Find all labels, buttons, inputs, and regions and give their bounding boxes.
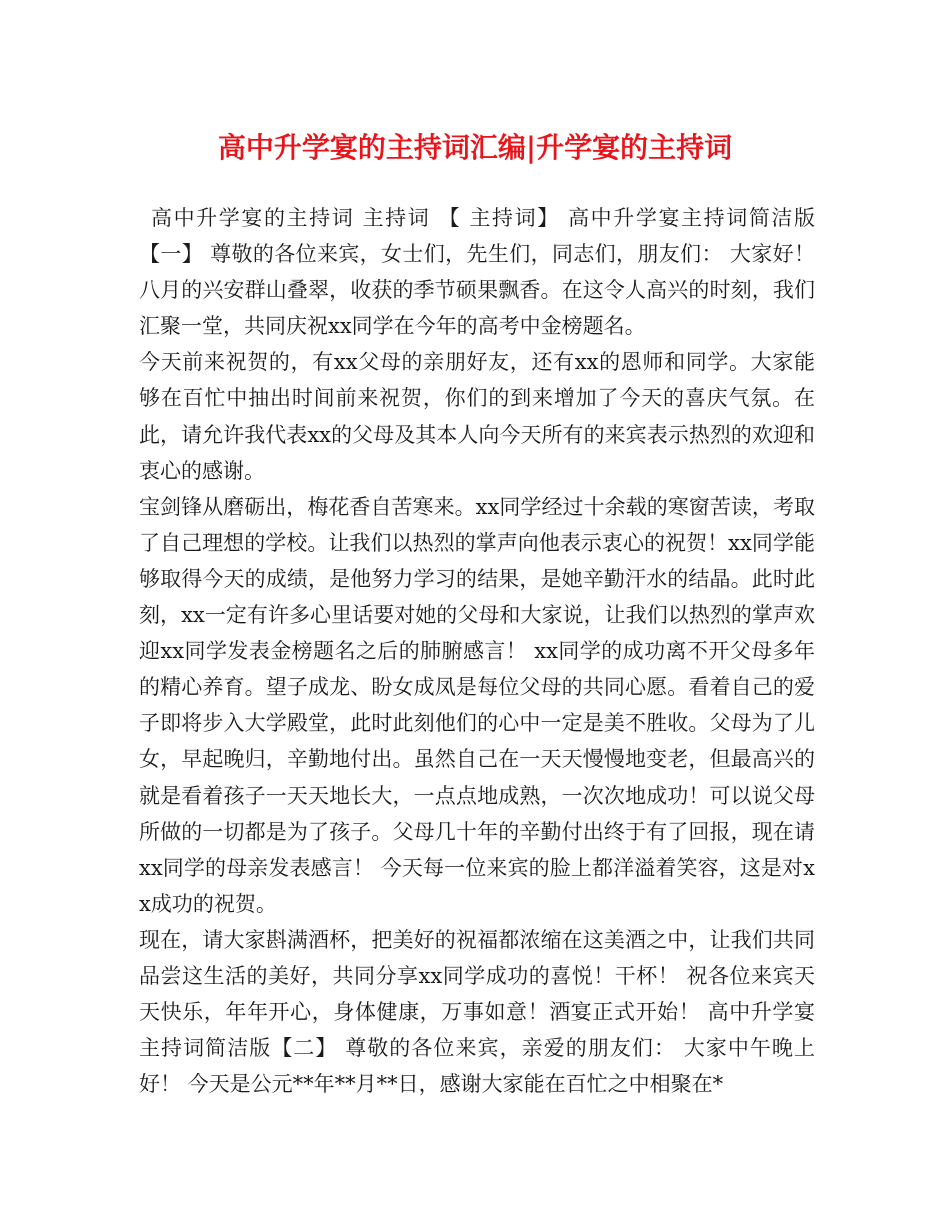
document-title: 高中升学宴的主持词汇编|升学宴的主持词	[217, 131, 733, 164]
paragraph-4: 现在，请大家斟满酒杯，把美好的祝福都浓缩在这美酒之中，让我们共同品尝这生活的美好，共同分享xx同学成功的喜悦！干杯！ 祝各位来宾天天快乐，年年开心，身体健康，万事如意！酒宴正式开始！ 高中升学宴主持词简洁版【二】 尊敬的各位来宾，亲爱的朋友们： 大家中午晚上好！ 今天是公元**年**月**日，感谢大家能在百忙之中相聚在*	[139, 927, 815, 1097]
paragraph-1: 高中升学宴的主持词 主持词 【 主持词】 高中升学宴主持词简洁版【一】 尊敬的各位来宾，女士们，先生们，同志们，朋友们： 大家好！八月的兴安群山叠翠，收获的季节硕果飘香。在这令人高兴的时刻，我们汇聚一堂，共同庆祝xx同学在今年的高考中金榜题名。	[139, 206, 815, 339]
paragraph-3: 宝剑锋从磨砺出，梅花香自苦寒来。xx同学经过十余载的寒窗苦读，考取了自己理想的学校。让我们以热烈的掌声向他表示衷心的祝贺！xx同学能够取得今天的成绩，是他努力学习的结果，是她辛勤汗水的结晶。此时此刻，xx一定有许多心里话要对她的父母和大家说，让我们以热烈的掌声欢迎xx同学发表金榜题名之后的肺腑感言！ xx同学的成功离不开父母多年的精心养育。望子成龙、盼女成凤是每位父母的共同心愿。看着自己的爱子即将步入大学殿堂，此时此刻他们的心中一定是美不胜收。父母为了儿女，早起晚归，辛勤地付出。虽然自己在一天天慢慢地变老，但最高兴的就是看着孩子一天天地长大，一点点地成熟，一次次地成功！可以说父母所做的一切都是为了孩子。父母几十年的辛勤付出终于有了回报，现在请xx同学的母亲发表感言！ 今天每一位来宾的脸上都洋溢着笑容，这是对xx成功的祝贺。	[139, 494, 815, 916]
document-body	[139, 200, 815, 1102]
paragraph-2: 今天前来祝贺的，有xx父母的亲朋好友，还有xx的恩师和同学。大家能够在百忙中抽出时间前来祝贺，你们的到来增加了今天的喜庆气氛。在此，请允许我代表xx的父母及其本人向今天所有的来宾表示热烈的欢迎和衷心的感谢。	[139, 350, 815, 483]
